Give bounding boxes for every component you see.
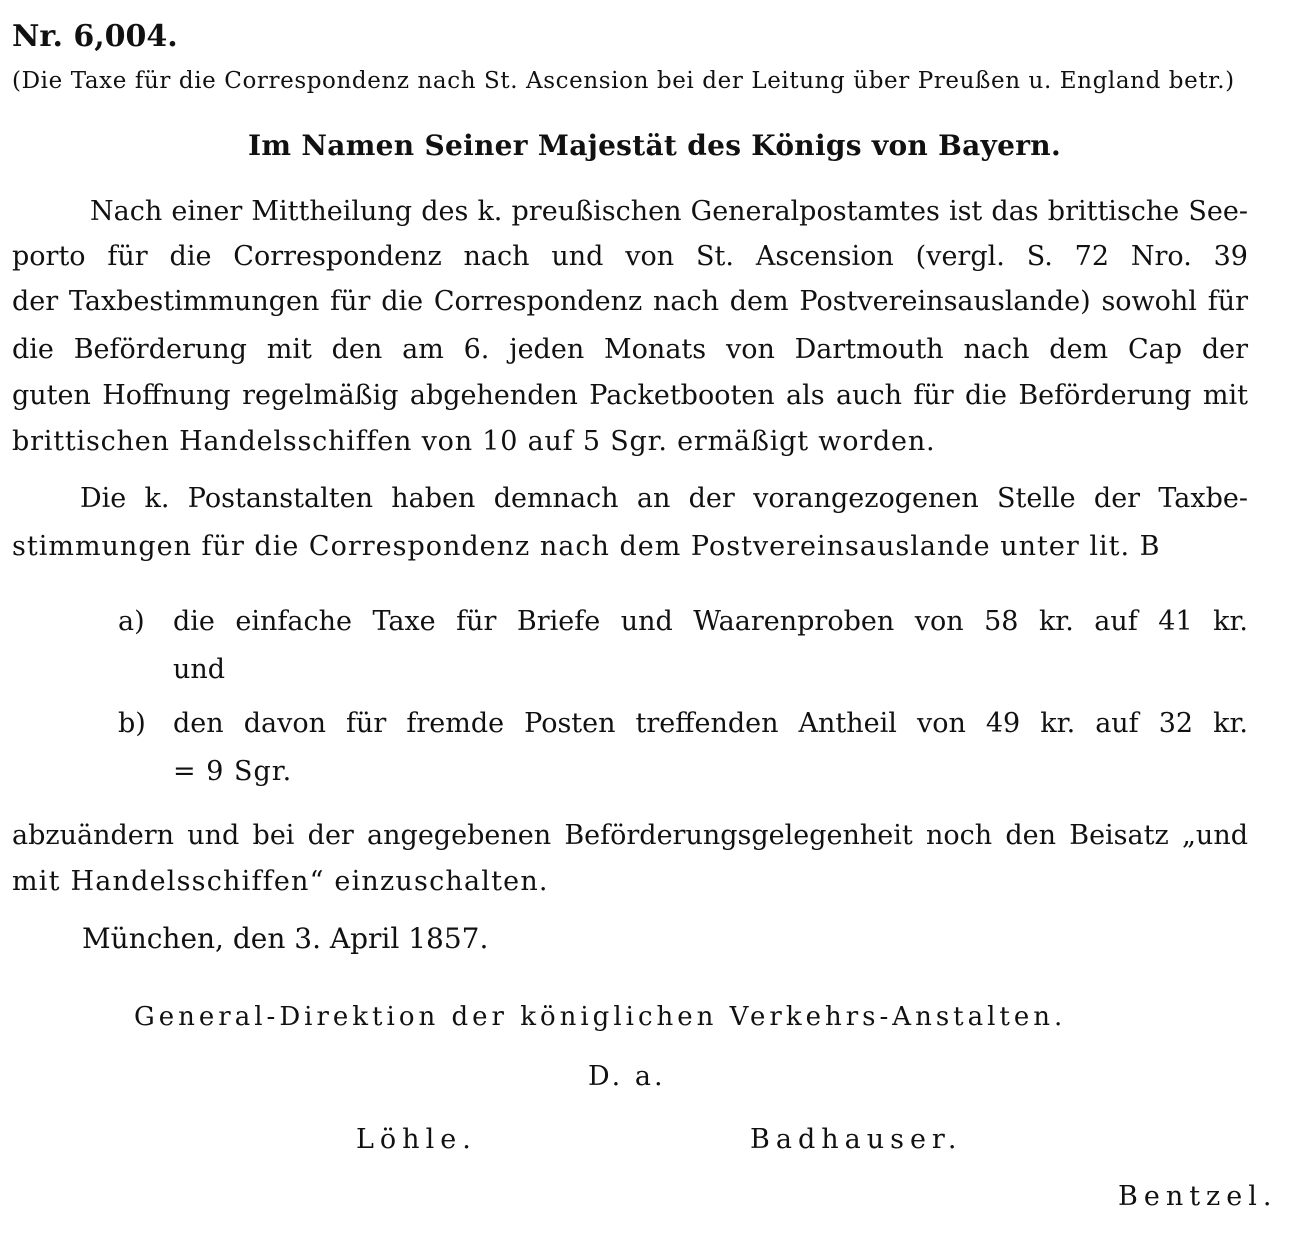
- document-number: Nr. 6,004.: [12, 19, 178, 54]
- paragraph-1-line-2: porto für die Correspondenz nach und von St. Ascension (vergl. S. 72 Nro. 39: [12, 241, 1248, 272]
- paragraph-1-line-4: die Beförderung mit den am 6. jeden Monats von Dartmouth nach dem Cap der: [12, 334, 1248, 365]
- item-a-marker: a): [118, 606, 145, 637]
- issuing-authority: General-Direktion der königlichen Verkehrs-Anstalten.: [134, 1002, 1067, 1032]
- paragraph-1-line-6: brittischen Handelsschiffen von 10 auf 5 Sgr. ermäßigt worden.: [12, 426, 936, 457]
- item-b-line-1: den davon für fremde Posten treffenden Antheil von 49 kr. auf 32 kr.: [173, 708, 1248, 739]
- paragraph-1-line-5: guten Hoffnung regelmäßig abgehenden Packetbooten als auch für die Beförderung mit: [12, 380, 1248, 411]
- paragraph-3-line-1: abzuändern und bei der angegebenen Beförderungsgelegenheit noch den Beisatz „und: [12, 820, 1248, 851]
- da-notation: D. a.: [588, 1061, 666, 1092]
- paragraph-2-line-1: Die k. Postanstalten haben demnach an der vorangezogenen Stelle der Taxbe-: [80, 483, 1248, 514]
- document-subject: (Die Taxe für die Correspondenz nach St. Ascension bei der Leitung über Preußen u. England betr.): [12, 68, 1235, 94]
- item-b-line-2: = 9 Sgr.: [173, 756, 293, 787]
- place-date: München, den 3. April 1857.: [82, 922, 489, 955]
- item-b-marker: b): [118, 708, 146, 739]
- item-a-line-1: die einfache Taxe für Briefe und Waarenproben von 58 kr. auf 41 kr.: [173, 606, 1248, 637]
- signature-right: Badhauser.: [750, 1124, 963, 1155]
- paragraph-1-line-1: Nach einer Mittheilung des k. preußischen Generalpostamtes ist das brittische See-: [90, 196, 1248, 227]
- paragraph-2-line-2: stimmungen für die Correspondenz nach dem Postvereinsauslande unter lit. B: [12, 531, 1161, 562]
- paragraph-1-line-3: der Taxbestimmungen für die Correspondenz nach dem Postvereinsauslande) sowohl für: [12, 286, 1248, 317]
- paragraph-3-line-2: mit Handelsschiffen“ einzuschalten.: [12, 866, 549, 897]
- document-heading: Im Namen Seiner Majestät des Königs von Bayern.: [248, 129, 1061, 162]
- signature-left: Löhle.: [356, 1124, 477, 1155]
- signature-bottom: Bentzel.: [1118, 1181, 1278, 1212]
- item-a-line-2: und: [173, 654, 226, 685]
